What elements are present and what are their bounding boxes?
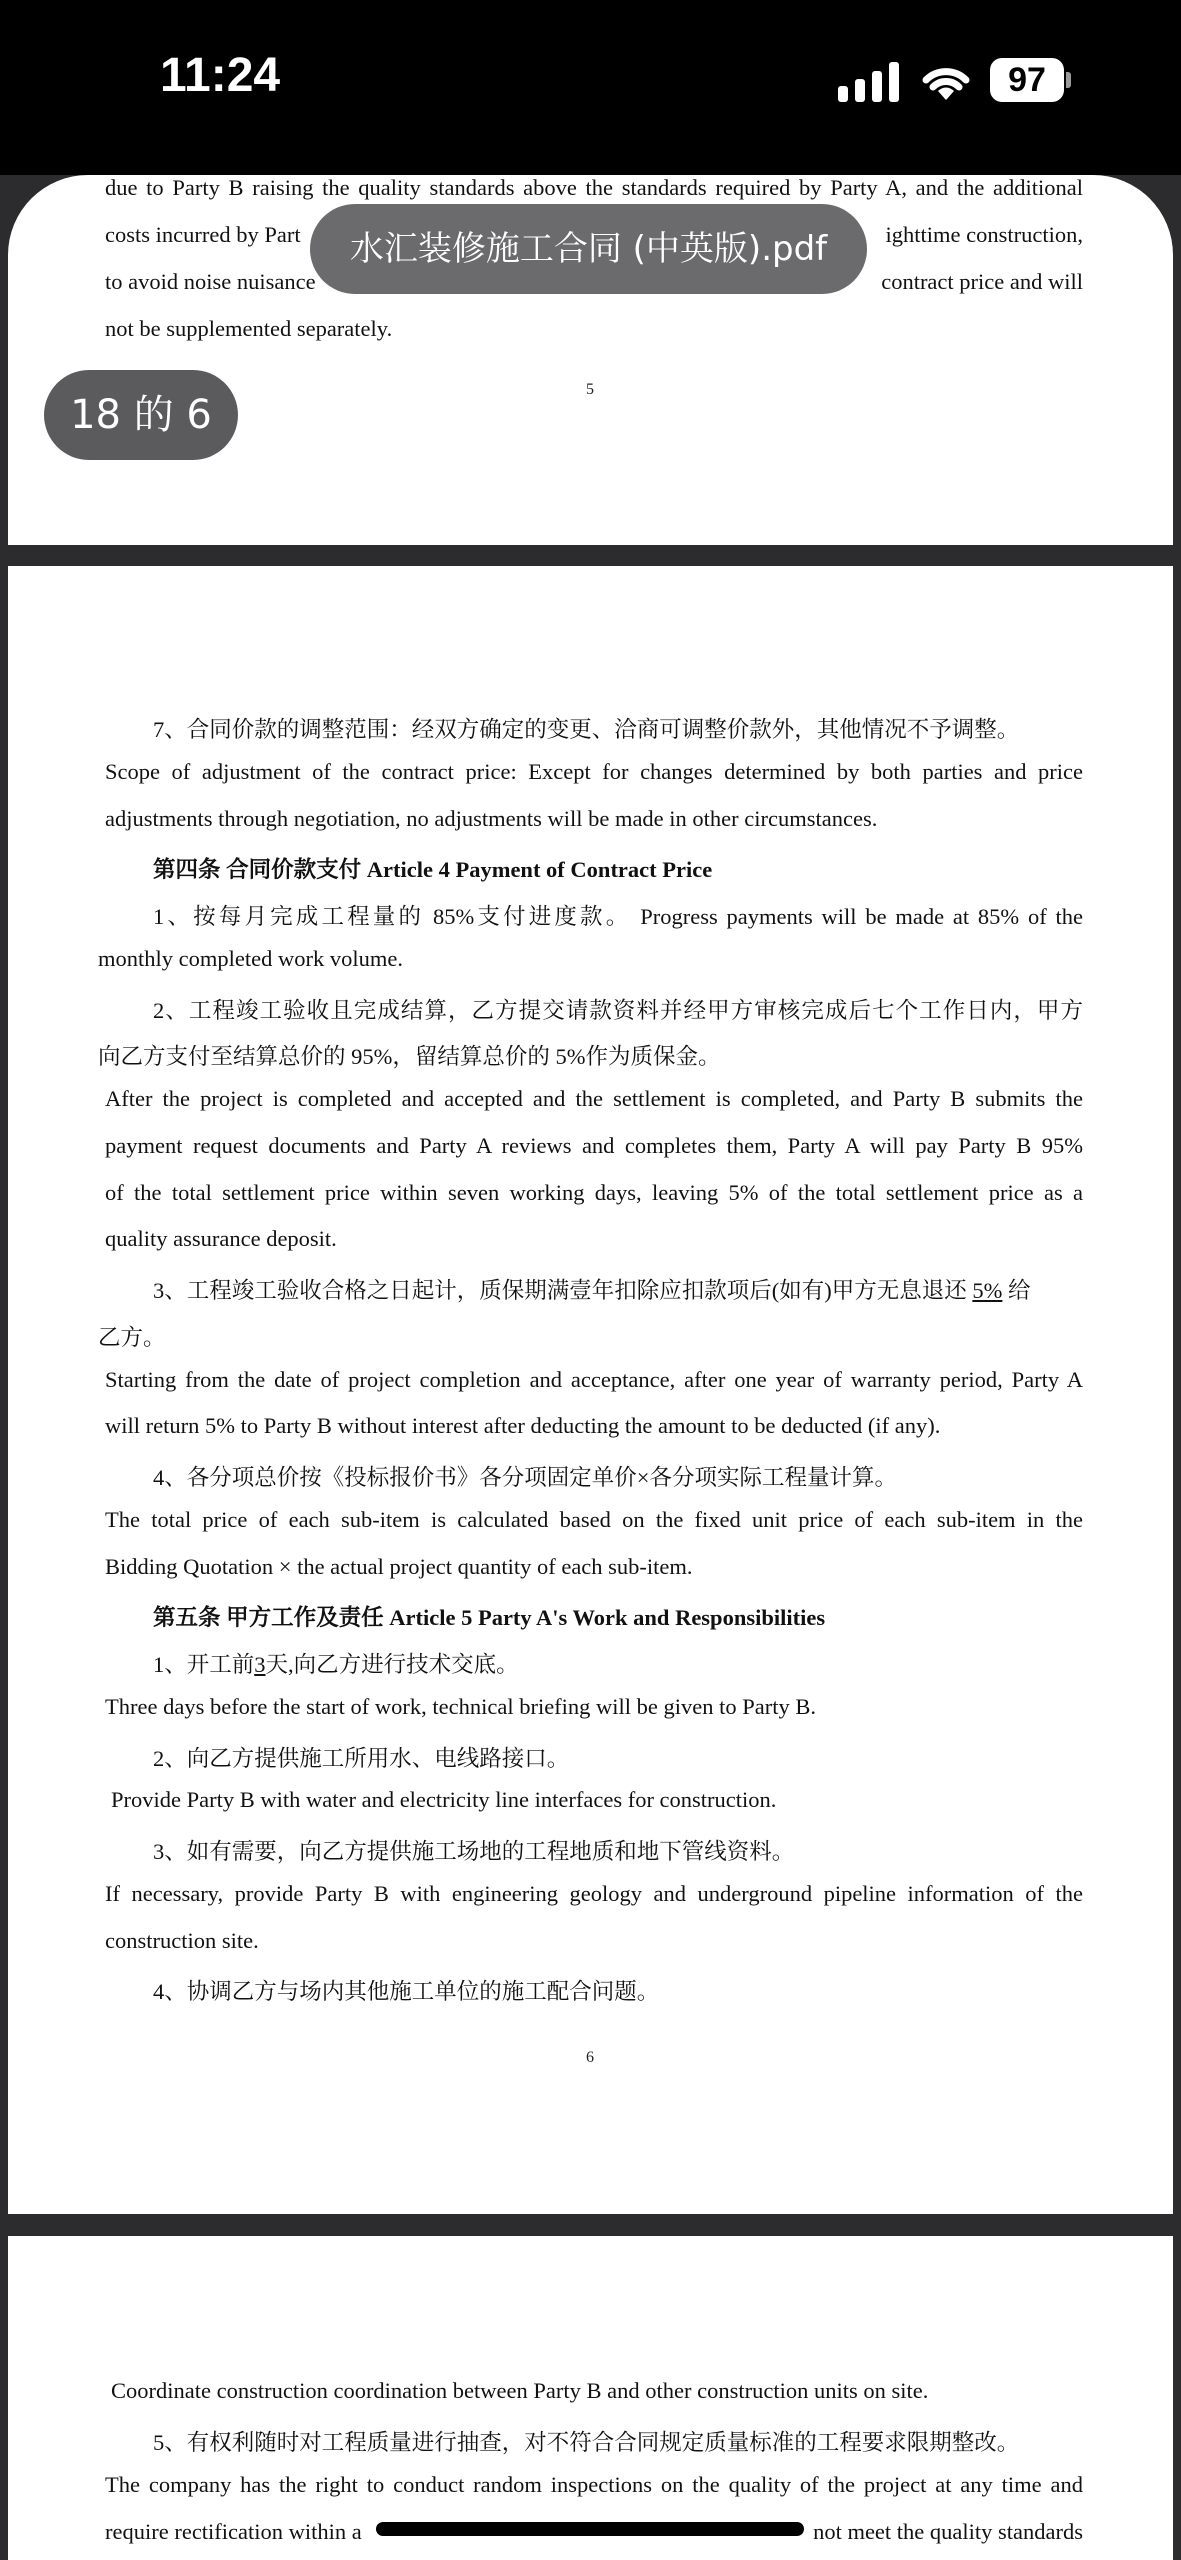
text-line: Provide Party B with water and electricity line interfaces for construction. (111, 1787, 777, 1812)
text-line: Scope of adjustment of the contract price: Except for changes determined by both parties and price (105, 759, 1083, 784)
text-line: 4、协调乙方与场内其他施工单位的施工配合问题。 (153, 1979, 660, 2004)
text-line: 2、向乙方提供施工所用水、电线路接口。 (153, 1746, 570, 1771)
text-segment: 给 (1002, 1278, 1031, 1303)
text-line: The total price of each sub-item is calculated based on the fixed unit price of each sub-item in the (105, 1507, 1083, 1532)
text-line (153, 1647, 519, 1679)
text-line: Starting from the date of project completion and acceptance, after one year of warranty period, Party A (105, 1367, 1083, 1392)
page-number: 5 (586, 381, 594, 398)
text-line: 5、有权利随时对工程质量进行抽查，对不符合合同规定质量标准的工程要求限期整改。 (153, 2430, 1020, 2455)
document-title-pill[interactable]: 水汇装修施工合同 (中英版).pdf (310, 204, 867, 294)
pdf-page-6 (8, 566, 1173, 2214)
text-segment: 3、工程竣工验收合格之日起计，质保期满壹年扣除应扣款项后(如有)甲方无息退还 (153, 1278, 973, 1303)
text-line: 乙方。 (98, 1325, 166, 1350)
text-line: quality assurance deposit. (105, 1226, 337, 1251)
text-line: due to Party B raising the quality standards above the standards required by Party A, and the additional (105, 175, 1083, 200)
text-line: monthly completed work volume. (98, 946, 403, 971)
text-line: ighttime construction, (885, 222, 1083, 247)
text-line: not meet the quality standards (813, 2519, 1083, 2544)
text-line: Bidding Quotation × the actual project quantity of each sub-item. (105, 1554, 693, 1579)
underlined-value: 5% (972, 1278, 1003, 1303)
text-line: 2、工程竣工验收且完成结算，乙方提交请款资料并经甲方审核完成后七个工作日内，甲方 (153, 998, 1083, 1023)
page-indicator[interactable]: 18 的 6 (44, 370, 238, 460)
text-line: Three days before the start of work, technical briefing will be given to Party B. (105, 1694, 817, 1719)
text-line: adjustments through negotiation, no adjustments will be made in other circumstances. (105, 806, 878, 831)
text-line: 4、各分项总价按《投标报价书》各分项固定单价×各分项实际工程量计算。 (153, 1465, 897, 1490)
home-indicator[interactable] (376, 2522, 804, 2536)
pdf-page-7 (8, 2236, 1173, 2560)
text-line: of the total settlement price within seven working days, leaving 5% of the total settlement price as a (105, 1180, 1083, 1205)
text-line: If necessary, provide Party B with engineering geology and underground pipeline information of the (105, 1881, 1083, 1906)
wifi-icon (918, 58, 974, 102)
text-line: 3、如有需要，向乙方提供施工场地的工程地质和地下管线资料。 (153, 1839, 795, 1864)
page-number: 6 (586, 2049, 594, 2066)
text-line (153, 1273, 1031, 1305)
text-line: 向乙方支付至结算总价的 95%，留结算总价的 5%作为质保金。 (98, 1044, 721, 1069)
text-line: After the project is completed and accepted and the settlement is completed, and Party B submits the (105, 1086, 1083, 1111)
text-line: to avoid noise nuisance (105, 269, 316, 294)
text-line: Coordinate construction coordination between Party B and other construction units on site. (111, 2378, 929, 2403)
battery-level: 97 (990, 58, 1064, 102)
text-line: contract price and will (881, 269, 1083, 294)
status-bar (0, 0, 1181, 175)
text-line: 1、按每月完成工程量的 85%支付进度款。 Progress payments will be made at 85% of the (153, 904, 1083, 929)
text-segment: 天,向乙方进行技术交底。 (265, 1652, 519, 1677)
text-line: not be supplemented separately. (105, 316, 393, 341)
section-heading: 第四条 合同价款支付 Article 4 Payment of Contract Price (153, 857, 713, 882)
clock: 11:24 (160, 49, 281, 102)
text-line: costs incurred by Part (105, 222, 301, 247)
text-line: construction site. (105, 1928, 259, 1953)
text-line: 7、合同价款的调整范围：经双方确定的变更、洽商可调整价款外，其他情况不予调整。 (153, 717, 1020, 742)
text-line: The company has the right to conduct random inspections on the quality of the project at any time and (105, 2472, 1083, 2497)
underlined-value: 3 (254, 1652, 266, 1677)
cellular-signal-icon (838, 62, 900, 102)
text-line: will return 5% to Party B without interest after deducting the amount to be deducted (if any). (105, 1413, 941, 1438)
text-segment: 1、开工前 (153, 1652, 255, 1677)
section-heading: 第五条 甲方工作及责任 Article 5 Party A's Work and Responsibilities (153, 1605, 826, 1630)
battery-icon (990, 58, 1070, 102)
text-line: require rectification within a (105, 2519, 362, 2544)
text-line: payment request documents and Party A reviews and completes them, Party A will pay Party B 95% (105, 1133, 1083, 1158)
